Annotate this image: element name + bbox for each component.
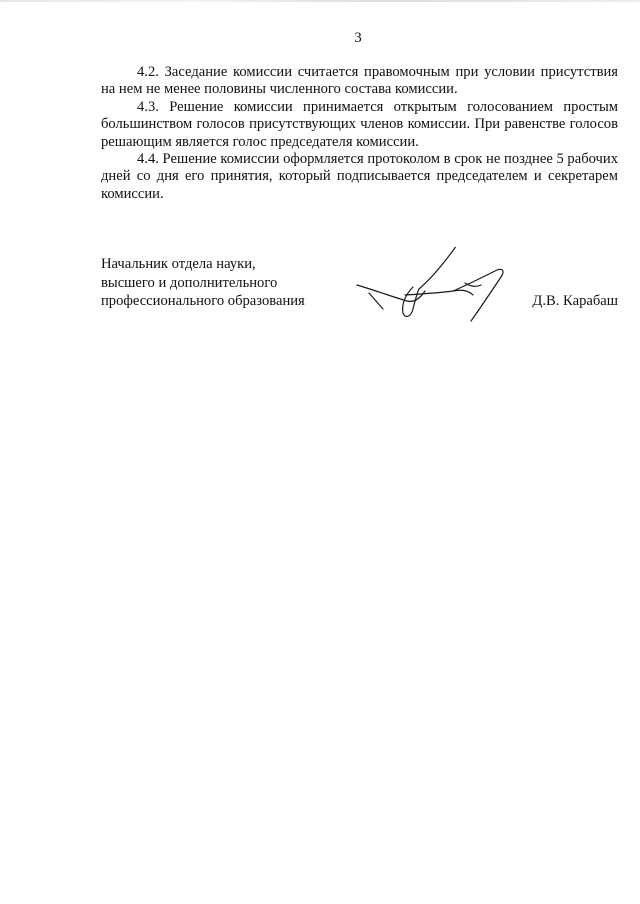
handwritten-signature bbox=[355, 247, 515, 327]
signer-position-line-2: высшего и дополнительного bbox=[101, 274, 278, 291]
paragraph-4-4: 4.4. Решение комиссии оформляется протоколом в срок не позднее 5 рабочих дней со дня его принятия, который подписывается председателем и секретарем комиссии. bbox=[101, 151, 618, 202]
signer-position bbox=[101, 255, 361, 311]
signer-name: Д.В. Карабаш bbox=[532, 293, 618, 310]
document-body bbox=[101, 64, 618, 203]
signature-block bbox=[101, 255, 618, 335]
paragraph-4-2: 4.2. Заседание комиссии считается правомочным при условии присутствия на нем не менее половины численного состава комиссии. bbox=[101, 64, 618, 98]
signer-position-line-1: Начальник отдела науки, bbox=[101, 256, 256, 272]
signer-position-line-3: профессионального образования bbox=[101, 293, 305, 310]
paragraph-4-3: 4.3. Решение комиссии принимается открытым голосованием простым большинством голосов присутствующих членов комиссии. При равенстве голосов решающим является голос председателя комиссии. bbox=[101, 98, 618, 150]
scan-top-edge bbox=[0, 0, 640, 2]
page-number: 3 bbox=[354, 30, 362, 46]
